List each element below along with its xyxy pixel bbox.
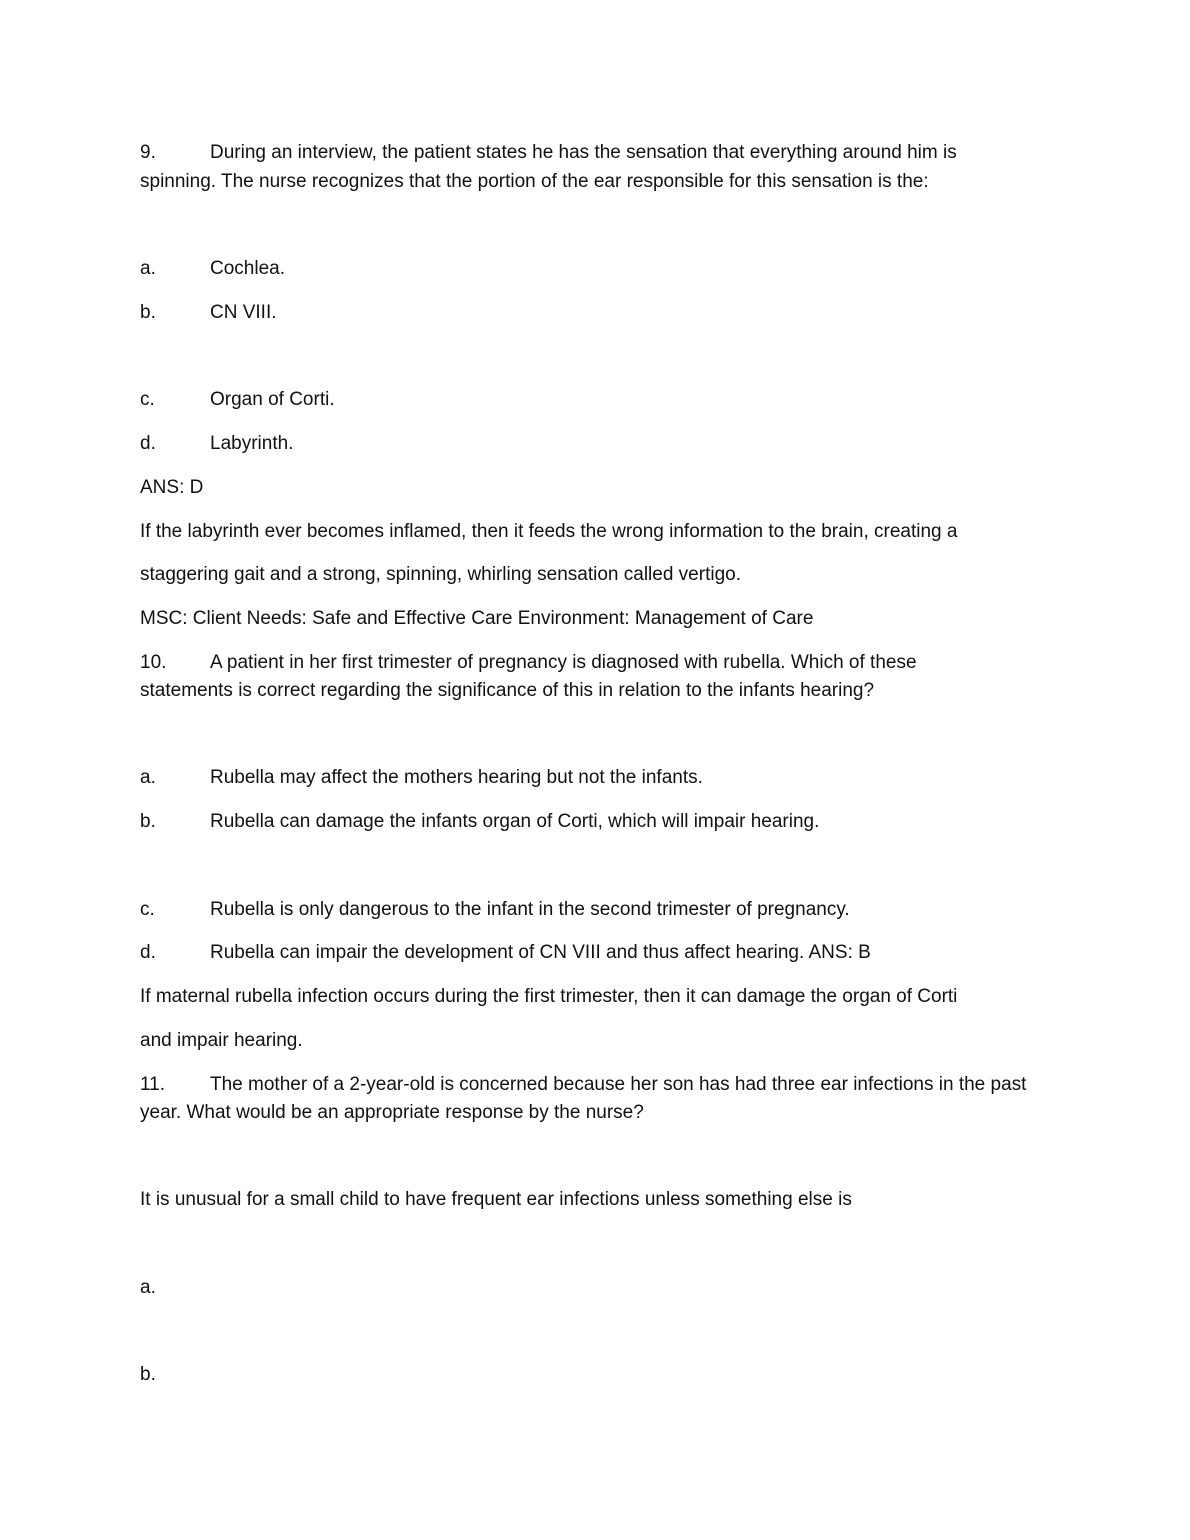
question-9-option-d: [140, 430, 293, 458]
question-10-stem-line1: [140, 649, 917, 677]
question-9-stem-line1: [140, 139, 957, 167]
option-letter: c.: [140, 389, 155, 410]
question-number: 10.: [140, 652, 167, 673]
question-number: 9.: [140, 142, 156, 163]
question-9-msc: MSC: Client Needs: Safe and Effective Care Environment: Management of Care: [140, 608, 814, 629]
option-letter: b.: [140, 302, 156, 323]
option-letter: d.: [140, 433, 156, 454]
question-10-rationale-line2: and impair hearing.: [140, 1030, 303, 1051]
option-letter: b.: [140, 811, 156, 832]
question-stem-text: A patient in her first trimester of pregnancy is diagnosed with rubella. Which of these: [210, 652, 917, 673]
option-text: CN VIII.: [210, 302, 277, 323]
question-stem-text: The mother of a 2-year-old is concerned because her son has had three ear infections in the past: [210, 1074, 1027, 1095]
question-10-option-c: [140, 896, 850, 924]
question-10-option-a: [140, 764, 703, 792]
question-stem-text: During an interview, the patient states he has the sensation that everything around him is: [210, 142, 957, 163]
question-9-rationale-line2: staggering gait and a strong, spinning, whirling sensation called vertigo.: [140, 564, 741, 585]
question-9-rationale-line1: If the labyrinth ever becomes inflamed, then it feeds the wrong information to the brain, creating a: [140, 521, 958, 542]
question-11-stem-line2: year. What would be an appropriate response by the nurse?: [140, 1102, 644, 1123]
question-10-rationale-line1: If maternal rubella infection occurs during the first trimester, then it can damage the organ of Corti: [140, 986, 958, 1007]
option-text: Rubella may affect the mothers hearing but not the infants.: [210, 767, 703, 788]
question-11-option-a-letter: a.: [140, 1277, 156, 1298]
question-11-option-b-letter: b.: [140, 1364, 156, 1385]
question-9-answer: ANS: D: [140, 477, 204, 498]
option-text: Cochlea.: [210, 258, 285, 279]
question-number: 11.: [140, 1074, 166, 1095]
question-11-stem-line1: [140, 1071, 1026, 1099]
option-text: Organ of Corti.: [210, 389, 335, 410]
question-11-option-a-text: It is unusual for a small child to have frequent ear infections unless something else is: [140, 1189, 852, 1210]
option-letter: d.: [140, 942, 156, 963]
option-text: Rubella can damage the infants organ of Corti, which will impair hearing.: [210, 811, 820, 832]
question-9-option-a: [140, 255, 285, 283]
question-10-option-d: [140, 939, 871, 967]
question-9-option-c: [140, 386, 335, 414]
option-letter: a.: [140, 767, 156, 788]
question-10-stem-line2: statements is correct regarding the significance of this in relation to the infants hearing?: [140, 680, 875, 701]
option-text: Rubella is only dangerous to the infant in the second trimester of pregnancy.: [210, 899, 850, 920]
option-text: Labyrinth.: [210, 433, 294, 454]
question-9-option-b: [140, 299, 277, 327]
option-letter: c.: [140, 899, 155, 920]
option-letter: a.: [140, 258, 156, 279]
option-text: Rubella can impair the development of CN VIII and thus affect hearing. ANS: B: [210, 942, 871, 963]
question-10-option-b: [140, 808, 819, 836]
question-9-stem-line2: spinning. The nurse recognizes that the portion of the ear responsible for this sensation is the:: [140, 171, 929, 192]
